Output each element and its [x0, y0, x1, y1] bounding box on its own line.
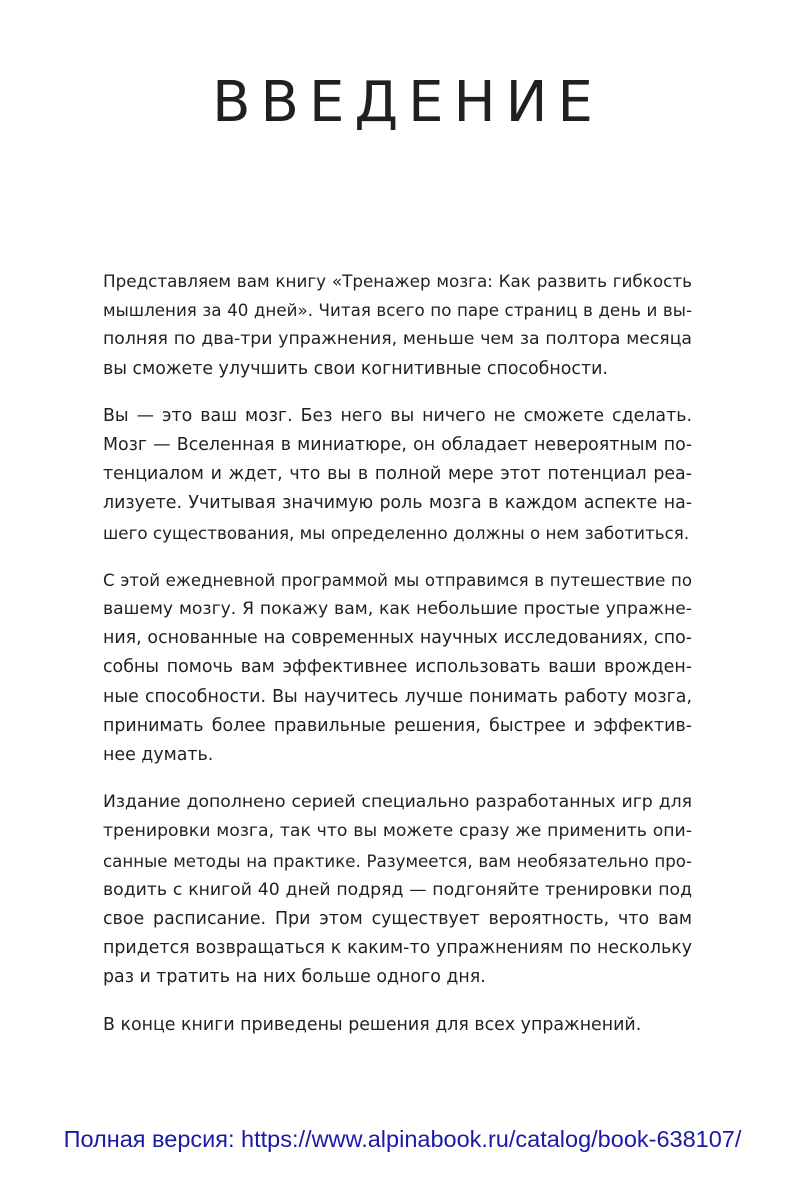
- chapter-title: ВВЕДЕНИЕ: [212, 70, 603, 135]
- text-line: свое расписание. При этом существует вероятность, что вам: [103, 909, 692, 930]
- text-line: санные методы на практике. Разумеется, вам необязательно про-: [103, 851, 692, 871]
- paragraph-5: [103, 1011, 692, 1040]
- text-line: шего существования, мы определенно должны о нем заботиться.: [103, 522, 690, 543]
- text-line: вы сможете улучшить свои когнитивные способности.: [103, 358, 608, 379]
- text-line: вашему мозгу. Я покажу вам, как небольшие простые упражне-: [103, 599, 692, 620]
- text-line: придется возвращаться к каким-то упражнениям по нескольку: [103, 938, 692, 959]
- text-line: лизуете. Учитывая значимую роль мозга в каждом аспекте на-: [103, 493, 692, 514]
- text-line: Мозг — Вселенная в миниатюре, он обладает невероятным по-: [103, 435, 692, 456]
- text-line: тренировки мозга, так что вы можете сразу же применить опи-: [103, 821, 692, 842]
- text-line: тенциалом и ждет, что вы в полной мере этот потенциал реа-: [103, 464, 692, 485]
- text-line: водить с книгой 40 дней подряд — подгоняйте тренировки под: [103, 879, 692, 900]
- text-line: раз и тратить на них больше одного дня.: [103, 967, 486, 988]
- text-line: полняя по два-три упражнения, меньше чем за полтора месяца: [103, 329, 692, 350]
- text-line: мышления за 40 дней». Читая всего по паре страниц в день и вы-: [103, 300, 692, 321]
- text-line: собны помочь вам эффективнее использовать ваши врожден-: [103, 657, 692, 678]
- text-line: принимать более правильные решения, быстрее и эффектив-: [103, 715, 692, 736]
- text-line: ния, основанные на современных научных исследованиях, спо-: [103, 628, 692, 649]
- paragraph-3: [103, 566, 692, 770]
- text-line: нее думать.: [103, 745, 214, 766]
- paragraph-2: [103, 402, 692, 548]
- paragraph-1: [103, 267, 692, 384]
- text-line: С этой ежедневной программой мы отправимся в путешествие по: [103, 570, 692, 590]
- text-line: Вы — это ваш мозг. Без него вы ничего не сможете сделать.: [103, 405, 692, 426]
- body-text: [103, 267, 692, 1058]
- text-line: ные способности. Вы научитесь лучше понимать работу мозга,: [103, 686, 692, 707]
- text-line: Представляем вам книгу «Тренажер мозга: Как развить гибкость: [103, 271, 692, 291]
- text-line: Издание дополнено серией специально разработанных игр для: [103, 792, 692, 813]
- text-line: В конце книги приведены решения для всех упражнений.: [103, 1014, 642, 1035]
- full-version-link[interactable]: Полная версия: https://www.alpinabook.ru/catalog/book-638107/: [63, 1126, 742, 1152]
- paragraph-4: [103, 788, 692, 992]
